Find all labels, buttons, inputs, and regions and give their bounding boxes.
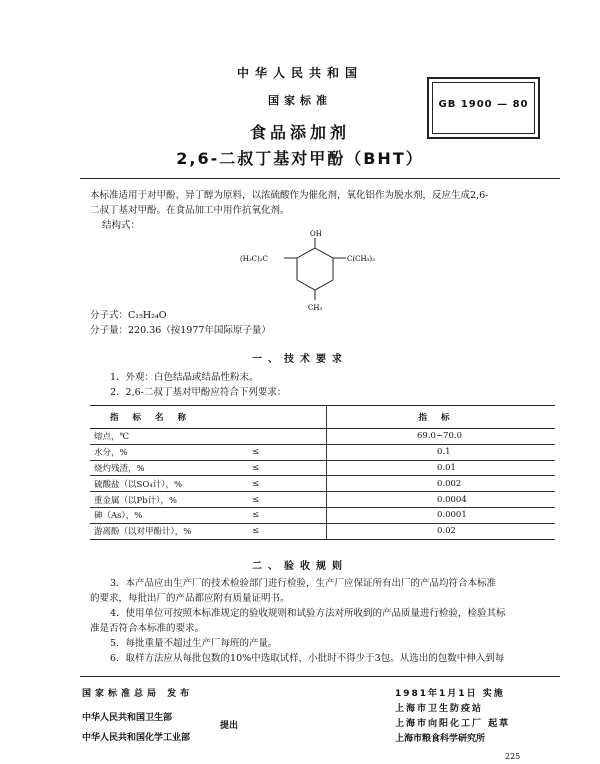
table-row [90, 429, 555, 445]
standard-type: 国家标准 [268, 94, 332, 107]
rule-3-line-1: 3．本产品应由生产厂的技术检验部门进行检验，生产厂应保证所有出厂的产品均符合本标准 [110, 578, 497, 589]
row-name: 烧灼残渣，% [90, 460, 248, 476]
intro-line-2: 二叔丁基对甲酚。在食品加工中用作抗氧化剂。 [90, 205, 290, 216]
drafter-3: 上海市粮食科学研究所 [395, 734, 486, 744]
spec-table [90, 405, 555, 540]
proposed-label: 提出 [220, 721, 239, 731]
row-value: 0.0004 [327, 492, 556, 508]
row-value: 0.002 [327, 476, 556, 492]
page-number: 225 [505, 752, 521, 761]
section-2-title: 二、验收规则 [252, 561, 348, 572]
rule-4-line-2: 准是否符合本标准的要求。 [90, 623, 205, 634]
document-title: 食品添加剂 [249, 123, 350, 142]
footer-divider [80, 676, 560, 677]
issuer: 国家标准总局 发布 [82, 689, 194, 699]
header-name: 指标名称 [90, 406, 327, 429]
formula-value: C₁₅H₂₄O [128, 310, 167, 321]
requirement-1: 1．外观：白色结晶或结晶性粉末。 [110, 372, 259, 383]
product-title: 2,6-二叔丁基对甲酚（BHT） [176, 149, 424, 168]
right-tbutyl-group: C(CH₃)₃ [347, 255, 375, 263]
left-tbutyl-group: (H₃C)₃C [240, 255, 268, 263]
row-value: 0.0001 [327, 507, 556, 523]
rule-4-line-1: 4．使用单位可按照本标准规定的验收规则和试验方法对所收到的产品质量进行检验，检验其标 [110, 608, 506, 619]
structural-formula [240, 228, 390, 318]
row-value: 0.02 [327, 523, 556, 539]
row-name: 熔点，℃ [90, 429, 248, 445]
row-op: ≤ [248, 476, 327, 492]
mass-value: 220.36（按1977年国际原子量） [128, 325, 271, 336]
row-op: ≤ [248, 523, 327, 539]
row-name: 游离酚（以对甲酚计），% [90, 523, 248, 539]
row-op: ≤ [248, 507, 327, 523]
row-name: 水分，% [90, 444, 248, 460]
rule-3-line-2: 的要求，每批出厂的产品都应附有质量证明书。 [90, 593, 290, 604]
table-row [90, 460, 555, 476]
row-name: 硫酸盐（以SO₄计），% [90, 476, 248, 492]
table-row [90, 476, 555, 492]
table-header-row [90, 406, 555, 429]
row-name: 重金属（以Pb计），% [90, 492, 248, 508]
mass-label: 分子量： [90, 325, 129, 336]
oh-group: OH [310, 230, 322, 238]
benzene-ring [297, 248, 333, 290]
methyl-group: CH₃ [308, 304, 323, 312]
row-value: 0.01 [327, 460, 556, 476]
row-value: 69.0~70.0 [327, 429, 556, 445]
table-row [90, 444, 555, 460]
proposer-health: 中华人民共和国卫生部 [82, 713, 173, 723]
row-op [248, 429, 327, 445]
row-name: 砷（As），% [90, 507, 248, 523]
row-op: ≤ [248, 492, 327, 508]
row-op: ≤ [248, 444, 327, 460]
country-heading: 中华人民共和国 [236, 66, 363, 80]
standard-code: GB 1900 — 80 [438, 99, 529, 110]
molecular-formula [90, 308, 550, 323]
drafter-1: 上海市卫生防疫站 [395, 704, 484, 714]
section-1-title: 一、技术要求 [252, 354, 348, 365]
effective-date: 1981年1月1日 实施 [395, 689, 505, 699]
standard-code-box [427, 77, 540, 139]
table-row [90, 523, 555, 539]
molecular-mass [90, 323, 550, 338]
header-value: 指标 [327, 406, 556, 429]
intro-line-1: 本标准适用于对甲酚、异丁醇为原料，以浓硫酸作为催化剂，氧化铝作为脱水剂，反应生成2,6- [90, 190, 489, 201]
row-op: ≤ [248, 460, 327, 476]
row-value: 0.1 [327, 444, 556, 460]
requirement-2: 2．2,6-二叔丁基对甲酚应符合下列要求： [110, 387, 287, 398]
table-row [90, 507, 555, 523]
rule-5: 5．每批重量不超过生产厂每班的产量。 [110, 638, 278, 649]
top-divider [80, 178, 560, 179]
proposer-chemical: 中华人民共和国化学工业部 [82, 733, 191, 743]
drafter-2: 上海市向阳化工厂 起草 [395, 719, 511, 729]
rule-6: 6．取样方法应从每批包数的10%中选取试样，小批时不得少于3包。从选出的包数中伸入到每 [110, 653, 505, 664]
structure-label: 结构式： [102, 220, 141, 231]
table-row [90, 492, 555, 508]
formula-label: 分子式： [90, 310, 129, 321]
